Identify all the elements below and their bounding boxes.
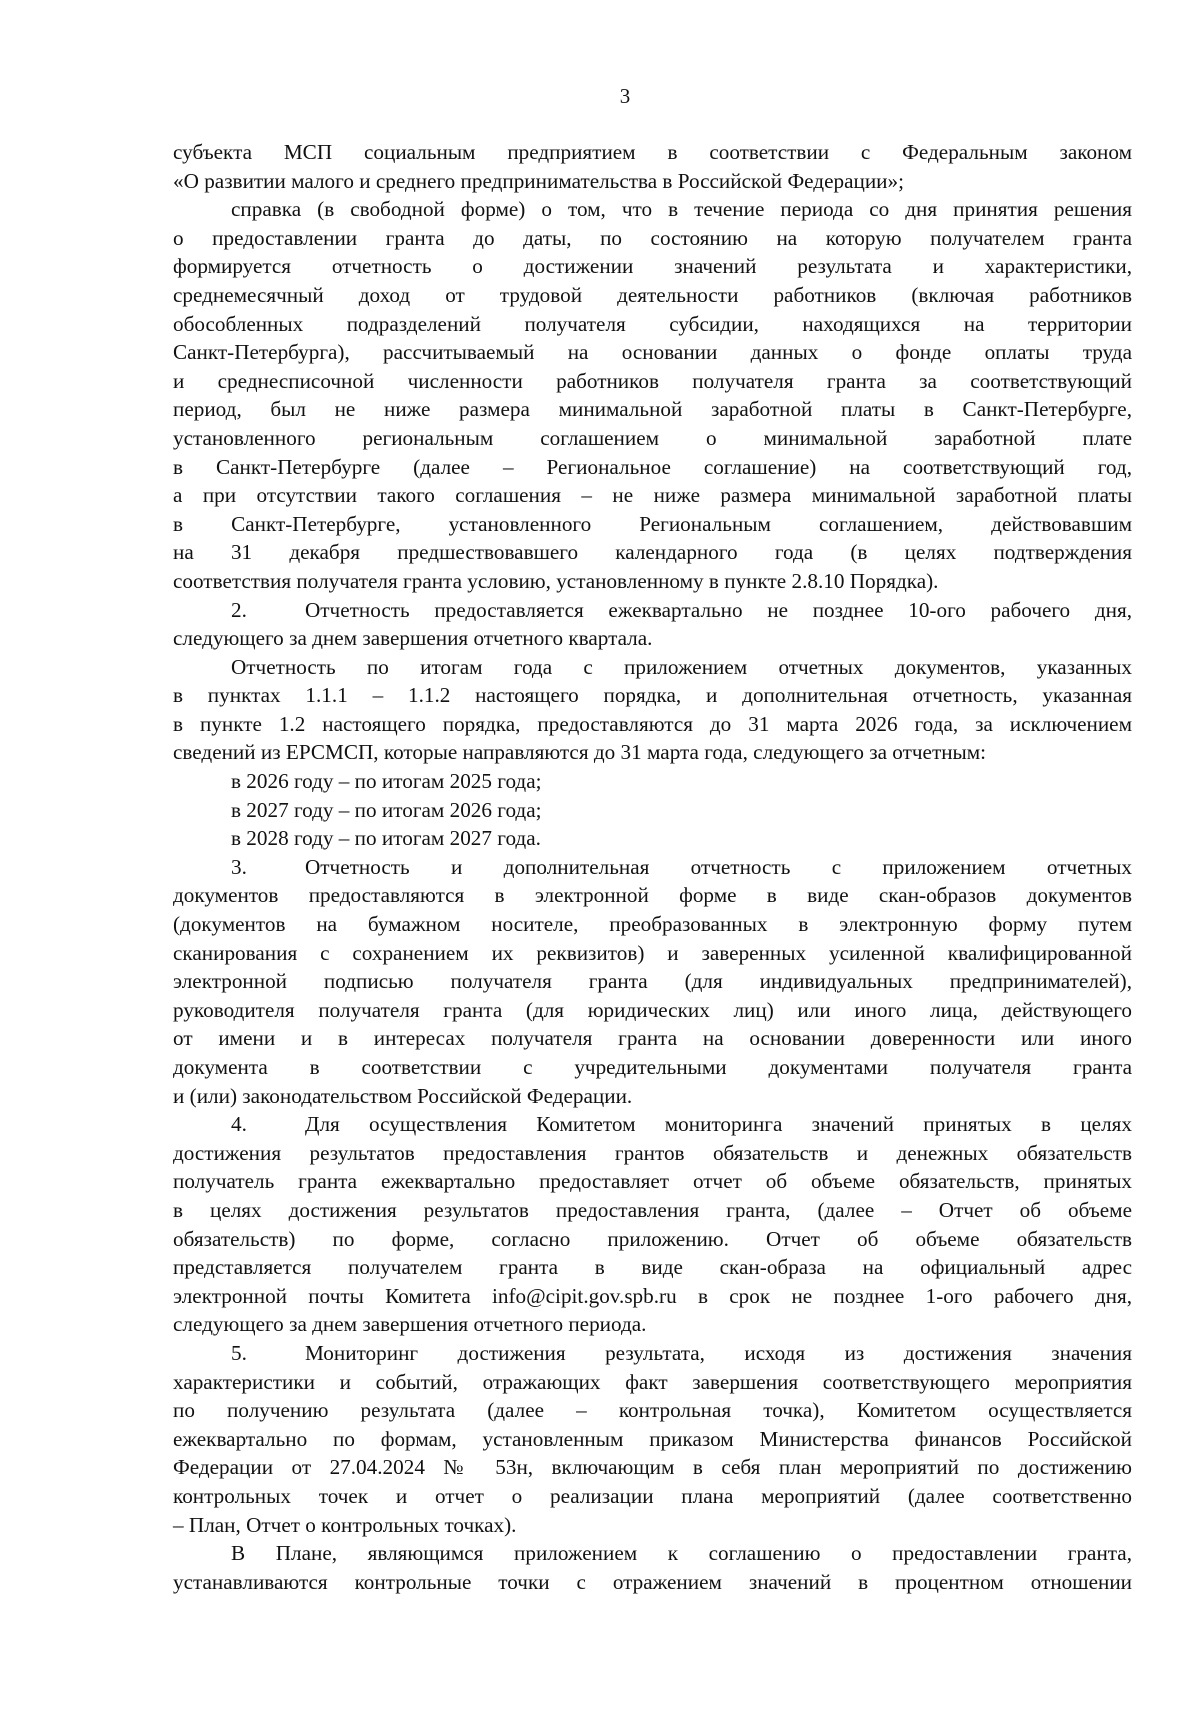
text-line: следующего за днем завершения отчетного квартала.	[173, 626, 653, 651]
text-line: от имени и в интересах получателя гранта на основании доверенности или иного	[173, 1026, 1132, 1051]
text-line: (документов на бумажном носителе, преобразованных в электронную форму путем	[173, 912, 1132, 937]
text-line: ежеквартально по формам, установленным приказом Министерства финансов Российской	[173, 1426, 1132, 1451]
text-line: устанавливаются контрольные точки с отражением значений в процентном отношении	[173, 1569, 1132, 1594]
text-line: справка (в свободной форме) о том, что в течение периода со дня принятия решения	[231, 197, 1132, 222]
text-line: в Санкт-Петербурге, установленного Региональным соглашением, действовавшим	[173, 511, 1132, 536]
item-text: Отчетность и дополнительная отчетность с приложением отчетных	[305, 854, 1132, 879]
text-line: в целях достижения результатов предоставления гранта, (далее – Отчет об объеме	[173, 1197, 1132, 1222]
text-line: Санкт-Петербурга), рассчитываемый на основании данных о фонде оплаты труда	[173, 340, 1132, 365]
text-line: формируется отчетность о достижении значений результата и характеристики,	[173, 254, 1132, 279]
text-line: сведений из ЕРСМСП, которые направляются до 31 марта года, следующего за отчетным:	[173, 740, 987, 765]
text-line: а при отсутствии такого соглашения – не ниже размера минимальной заработной платы	[173, 483, 1132, 508]
text-line: следующего за днем завершения отчетного периода.	[173, 1312, 647, 1337]
text-line: субъекта МСП социальным предприятием в соответствии с Федеральным законом	[173, 140, 1132, 164]
text-line: и среднесписочной численности работников получателя гранта за соответствующий	[173, 368, 1132, 393]
text-line: и (или) законодательством Российской Федерации.	[173, 1083, 633, 1108]
text-line: период, был не ниже размера минимальной заработной платы в Санкт-Петербурге,	[173, 397, 1132, 422]
year-line: в 2027 году – по итогам 2026 года;	[231, 797, 542, 822]
text-line: «О развитии малого и среднего предпринимательства в Российской Федерации»;	[173, 168, 904, 193]
text-line: обязательств) по форме, согласно приложению. Отчет об объеме обязательств	[173, 1226, 1132, 1251]
text-line: электронной почты Комитета info@cipit.gov.spb.ru в срок не позднее 1-ого рабочего дня,	[173, 1283, 1132, 1308]
text-line: контрольных точек и отчет о реализации плана мероприятий (далее соответственно	[173, 1483, 1132, 1508]
item-text: Мониторинг достижения результата, исходя из достижения значения	[305, 1340, 1132, 1365]
text-line: в Санкт-Петербурге (далее – Региональное соглашение) на соответствующий год,	[173, 454, 1132, 479]
numbered-item-5	[173, 1339, 1132, 1368]
text-line: получатель гранта ежеквартально предоставляет отчет об объеме обязательств, принятых	[173, 1169, 1132, 1194]
text-line: о предоставлении гранта до даты, по состоянию на которую получателем гранта	[173, 225, 1132, 250]
item-text: Для осуществления Комитетом мониторинга значений принятых в целях	[305, 1112, 1132, 1137]
page-number: 3	[619, 84, 631, 108]
text-line: в пунктах 1.1.1 – 1.1.2 настоящего порядка, и дополнительная отчетность, указанная	[173, 683, 1132, 708]
text-line: обособленных подразделений получателя субсидии, находящихся на территории	[173, 311, 1132, 336]
text-line: – План, Отчет о контрольных точках).	[173, 1512, 517, 1537]
text-line: руководителя получателя гранта (для юридических лиц) или иного лица, действующего	[173, 997, 1132, 1022]
year-line: в 2028 году – по итогам 2027 года.	[231, 826, 541, 851]
year-line: в 2026 году – по итогам 2025 года;	[231, 769, 542, 794]
text-line: Федерации от 27.04.2024 № 53н, включающим в себя план мероприятий по достижению	[173, 1455, 1132, 1480]
numbered-item-4	[173, 1110, 1132, 1139]
item-number: 5.	[231, 1340, 247, 1365]
numbered-item-2	[173, 596, 1132, 625]
text-line: по получению результата (далее – контрольная точка), Комитетом осуществляется	[173, 1398, 1132, 1423]
item-number: 4.	[231, 1112, 247, 1137]
text-line: документа в соответствии с учредительными документами получателя гранта	[173, 1055, 1132, 1079]
text-line: соответствия получателя гранта условию, установленному в пункте 2.8.10 Порядка).	[173, 568, 939, 593]
text-line: В Плане, являющимся приложением к соглашению о предоставлении гранта,	[231, 1541, 1132, 1566]
text-line: среднемесячный доход от трудовой деятельности работников (включая работников	[173, 282, 1132, 307]
text-line: сканирования с сохранением их реквизитов) и заверенных усиленной квалифицированной	[173, 940, 1132, 965]
text-line: документов предоставляются в электронной форме в виде скан-образов документов	[173, 883, 1132, 908]
text-line: Отчетность по итогам года с приложением отчетных документов, указанных	[231, 654, 1132, 679]
text-line: установленного региональным соглашением о минимальной заработной плате	[173, 425, 1132, 450]
text-line: характеристики и событий, отражающих факт завершения соответствующего мероприятия	[173, 1369, 1132, 1394]
text-line: достижения результатов предоставления грантов обязательств и денежных обязательств	[173, 1140, 1132, 1165]
text-line: электронной подписью получателя гранта (для индивидуальных предпринимателей),	[173, 969, 1132, 994]
text-line: на 31 декабря предшествовавшего календарного года (в целях подтверждения	[173, 540, 1132, 565]
item-text: Отчетность предоставляется ежеквартально не позднее 10-ого рабочего дня,	[305, 597, 1132, 622]
item-number: 2.	[231, 597, 247, 622]
item-number: 3.	[231, 854, 247, 879]
document-body	[173, 138, 1132, 1596]
numbered-item-3	[173, 853, 1132, 882]
text-line: в пункте 1.2 настоящего порядка, предоставляются до 31 марта 2026 года, за исключением	[173, 711, 1132, 736]
text-line: представляется получателем гранта в виде скан-образа на официальный адрес	[173, 1255, 1132, 1280]
